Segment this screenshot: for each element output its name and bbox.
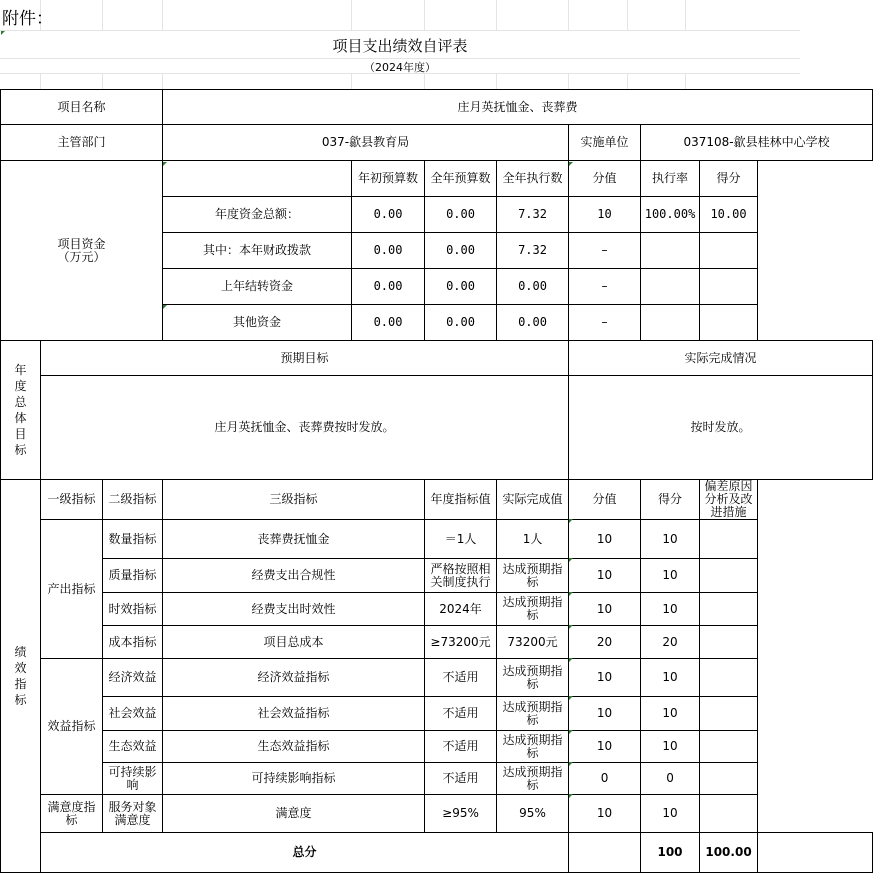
actual-cell: 达成预期指标 [497, 697, 569, 731]
funds-row-score [700, 233, 758, 269]
actual-cell: 达成预期指标 [497, 559, 569, 593]
target-cell: 2024年 [425, 593, 497, 626]
indicator-row [1, 593, 873, 626]
level3-cell: 经济效益指标 [163, 659, 425, 697]
indicator-row [1, 697, 873, 731]
score-cell: 10 [641, 559, 700, 593]
target-cell: 不适用 [425, 731, 497, 763]
goals-content-row [1, 376, 873, 480]
department-row [1, 125, 873, 161]
project-name-value: 庄月英抚恤金、丧葬费 [163, 90, 873, 125]
cell-marker-icon [569, 696, 573, 700]
funds-row-value: – [569, 305, 641, 341]
deviation-cell [700, 626, 758, 659]
value-cell: 10 [569, 731, 641, 763]
indicator-row [1, 763, 873, 795]
score-cell: 10 [641, 659, 700, 697]
level2-cell: 生态效益 [103, 731, 163, 763]
cell-marker-icon [569, 592, 573, 596]
funds-header-initial: 年初预算数 [352, 161, 425, 197]
funds-label [1, 161, 163, 341]
cell-marker-icon [163, 162, 167, 166]
total-score: 100.00 [700, 833, 758, 873]
level1-output: 产出指标 [41, 520, 103, 659]
funds-label-line1: 项目资金 [57, 236, 106, 251]
funds-row-initial: 0.00 [352, 269, 425, 305]
level2-cell: 服务对象满意度 [103, 795, 163, 833]
funds-header-executed: 全年执行数 [497, 161, 569, 197]
target-cell: 严格按照相关制度执行 [425, 559, 497, 593]
cell-marker-icon [163, 305, 167, 309]
actual-cell: 73200元 [497, 626, 569, 659]
goals-header-row [1, 341, 873, 376]
actual-cell: 达成预期指标 [497, 731, 569, 763]
funds-header-rate: 执行率 [641, 161, 700, 197]
value-cell: 20 [569, 626, 641, 659]
funds-row-annual: 0.00 [425, 269, 497, 305]
funds-row-name: 其中：本年财政拨款 [163, 233, 352, 269]
level3-cell: 满意度 [163, 795, 425, 833]
indicator-row [1, 795, 873, 833]
funds-row-rate [641, 305, 700, 341]
score-cell: 10 [641, 520, 700, 559]
actual-goal-text: 按时发放。 [569, 376, 873, 480]
funds-row-initial: 0.00 [352, 233, 425, 269]
target-cell: 不适用 [425, 763, 497, 795]
value-cell: 10 [569, 795, 641, 833]
actual-cell: 达成预期指标 [497, 659, 569, 697]
total-deviation [758, 833, 873, 873]
funds-row-initial: 0.00 [352, 305, 425, 341]
funds-row-annual: 0.00 [425, 305, 497, 341]
cell-marker-icon [569, 794, 573, 798]
level1-satisfaction: 满意度指标 [41, 795, 103, 833]
funds-row-name: 其他资金 [163, 305, 352, 341]
funds-label-line2: （万元） [57, 249, 106, 264]
target-cell: ≥73200元 [425, 626, 497, 659]
target-cell: 不适用 [425, 659, 497, 697]
level2-cell: 时效指标 [103, 593, 163, 626]
funds-row-value: – [569, 269, 641, 305]
funds-header-score: 得分 [700, 161, 758, 197]
deviation-cell [700, 763, 758, 795]
score-cell: 10 [641, 593, 700, 626]
attachment-label: 附件： [2, 9, 53, 29]
cell-marker-icon [569, 558, 573, 562]
funds-row-initial: 0.00 [352, 197, 425, 233]
level2-cell: 可持续影响 [103, 763, 163, 795]
actual-cell: 达成预期指标 [497, 593, 569, 626]
actual-cell: 达成预期指标 [497, 763, 569, 795]
value-cell: 10 [569, 659, 641, 697]
deviation-cell [700, 697, 758, 731]
indicator-row [1, 559, 873, 593]
total-blank [569, 833, 641, 873]
target-cell: 不适用 [425, 697, 497, 731]
score-cell: 0 [641, 763, 700, 795]
cell-marker-icon [569, 162, 573, 166]
self-evaluation-table [0, 89, 873, 873]
deviation-cell [700, 659, 758, 697]
score-cell: 10 [641, 697, 700, 731]
target-cell: ≥95% [425, 795, 497, 833]
indicator-header-row [1, 480, 873, 520]
funds-row-score: 10.00 [700, 197, 758, 233]
funds-row-name: 上年结转资金 [163, 269, 352, 305]
funds-row-executed: 7.32 [497, 233, 569, 269]
level3-cell: 丧葬费抚恤金 [163, 520, 425, 559]
level1-benefit: 效益指标 [41, 659, 103, 795]
indicator-header: 二级指标 [103, 480, 163, 520]
value-cell: 10 [569, 520, 641, 559]
indicator-header: 分值 [569, 480, 641, 520]
deviation-cell [700, 795, 758, 833]
dept-value: 037-歙县教育局 [163, 125, 569, 161]
indicator-row [1, 520, 873, 559]
indicator-header: 得分 [641, 480, 700, 520]
indicator-row [1, 626, 873, 659]
level3-cell: 经费支出合规性 [163, 559, 425, 593]
level3-cell: 可持续影响指标 [163, 763, 425, 795]
actual-cell: 95% [497, 795, 569, 833]
cell-marker-icon [569, 730, 573, 734]
funds-row-value: – [569, 233, 641, 269]
funds-row-score [700, 305, 758, 341]
deviation-cell [700, 731, 758, 763]
funds-row-rate [641, 233, 700, 269]
level2-cell: 经济效益 [103, 659, 163, 697]
cell-marker-icon [1, 31, 5, 35]
score-cell: 10 [641, 731, 700, 763]
funds-header-blank [163, 161, 352, 197]
value-cell: 10 [569, 559, 641, 593]
dept-label: 主管部门 [1, 125, 163, 161]
value-cell: 10 [569, 697, 641, 731]
total-value: 100 [641, 833, 700, 873]
score-cell: 20 [641, 626, 700, 659]
funds-header-annual: 全年预算数 [425, 161, 497, 197]
level2-cell: 成本指标 [103, 626, 163, 659]
level2-cell: 数量指标 [103, 520, 163, 559]
deviation-cell [700, 593, 758, 626]
indicator-row [1, 659, 873, 697]
funds-row-value: 10 [569, 197, 641, 233]
report-year: （2024年度） [364, 61, 436, 74]
funds-row-annual: 0.00 [425, 197, 497, 233]
expected-goal-label: 预期目标 [41, 341, 569, 376]
value-cell: 0 [569, 763, 641, 795]
level3-cell: 生态效益指标 [163, 731, 425, 763]
unit-value: 037108-歙县桂林中心学校 [641, 125, 873, 161]
project-name-row [1, 90, 873, 125]
funds-row-rate: 100.00% [641, 197, 700, 233]
funds-row-score [700, 269, 758, 305]
cell-marker-icon [569, 658, 573, 662]
indicators-label: 绩效指标 [1, 480, 41, 873]
indicator-header: 偏差原因分析及改进措施 [700, 480, 758, 520]
expected-goal-text: 庄月英抚恤金、丧葬费按时发放。 [41, 376, 569, 480]
funds-row-rate [641, 269, 700, 305]
funds-row-executed: 0.00 [497, 269, 569, 305]
level2-cell: 社会效益 [103, 697, 163, 731]
page-title: 项目支出绩效自评表 [332, 37, 468, 55]
actual-goal-label: 实际完成情况 [569, 341, 873, 376]
project-name-label: 项目名称 [1, 90, 163, 125]
level3-cell: 经费支出时效性 [163, 593, 425, 626]
target-cell: ＝1人 [425, 520, 497, 559]
indicator-header: 实际完成值 [497, 480, 569, 520]
funds-row-annual: 0.00 [425, 233, 497, 269]
funds-row-name: 年度资金总额： [163, 197, 352, 233]
unit-label: 实施单位 [569, 125, 641, 161]
funds-row-executed: 7.32 [497, 197, 569, 233]
indicator-header: 三级指标 [163, 480, 425, 520]
total-row [1, 833, 873, 873]
actual-cell: 1人 [497, 520, 569, 559]
value-cell: 10 [569, 593, 641, 626]
indicator-header: 一级指标 [41, 480, 103, 520]
level3-cell: 社会效益指标 [163, 697, 425, 731]
funds-header-row [1, 161, 873, 197]
total-label: 总分 [41, 833, 569, 873]
cell-marker-icon [569, 625, 573, 629]
deviation-cell [700, 559, 758, 593]
funds-header-value: 分值 [569, 161, 641, 197]
level3-cell: 项目总成本 [163, 626, 425, 659]
indicator-header: 年度指标值 [425, 480, 497, 520]
cell-marker-icon [569, 762, 573, 766]
level2-cell: 质量指标 [103, 559, 163, 593]
goals-label: 年度总体目标 [1, 341, 41, 480]
cell-marker-icon [569, 519, 573, 523]
score-cell: 10 [641, 795, 700, 833]
funds-row-executed: 0.00 [497, 305, 569, 341]
indicator-row [1, 731, 873, 763]
deviation-cell [700, 520, 758, 559]
